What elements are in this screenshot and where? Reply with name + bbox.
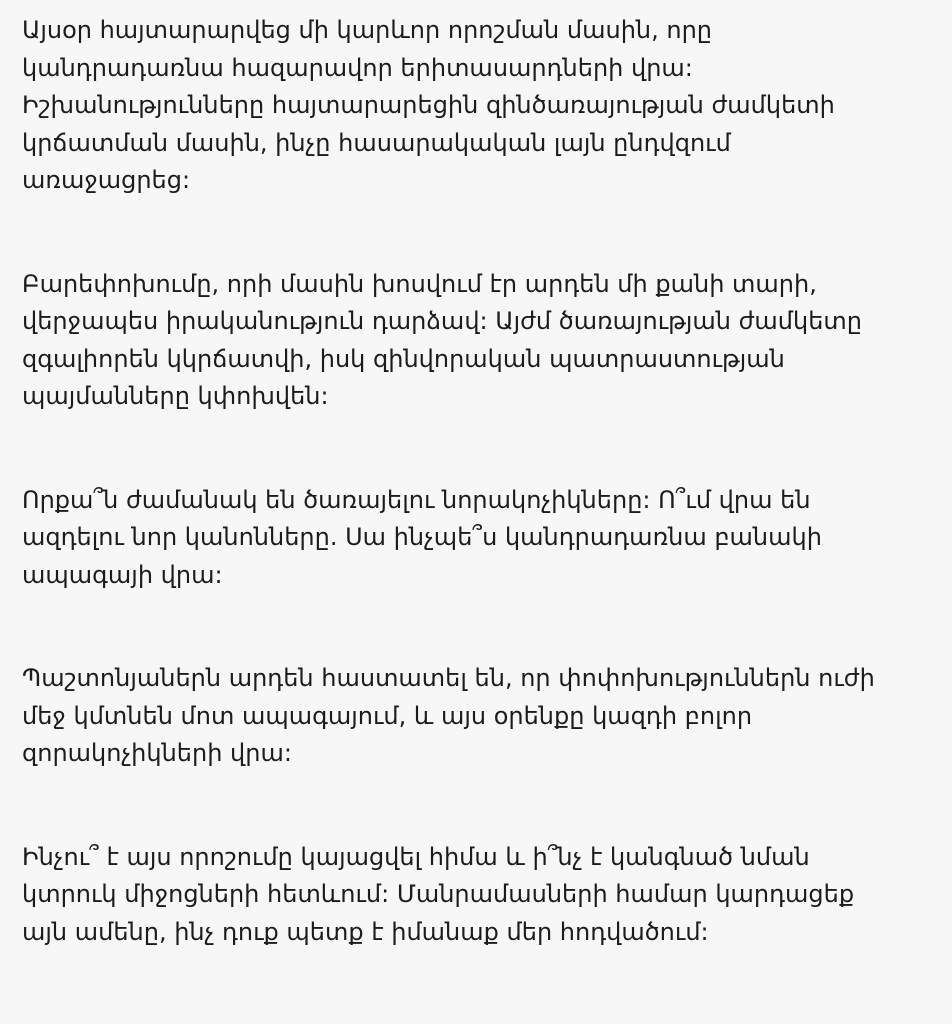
paragraph-line: զգալիորեն կկրճատվի, իսկ զինվորական պատրաստության: [22, 344, 785, 373]
paragraph-line: առաջացրեց:: [22, 166, 191, 194]
paragraph-1: [22, 12, 922, 200]
paragraph-3: [22, 482, 922, 595]
paragraph-line: զորակոչիկների վրա:: [22, 739, 292, 767]
paragraph-line: մեջ կմտնեն մոտ ապագայում, և այս օրենքը կազդի բոլոր: [22, 701, 753, 730]
paragraph-5: [22, 839, 922, 952]
article-body: [22, 12, 922, 951]
paragraph-line: Որքա՞ն ժամանակ են ծառայելու նորակոչիկները: Ո՞ւմ վրա են: [22, 485, 811, 514]
paragraph-line: կտրուկ միջոցների հետևում: Մանրամասների համար կարդացեք: [22, 880, 855, 908]
paragraph-2: [22, 266, 922, 416]
paragraph-4: [22, 660, 922, 773]
paragraph-line: Իշխանությունները հայտարարեցին զինծառայության ժամկետի: [22, 91, 835, 119]
paragraph-line: կրճատման մասին, ինչը հասարակական լայն ընդվզում: [22, 128, 731, 157]
paragraph-line: ազդելու նոր կանոնները. Սա ինչպե՞ս կանդրադառնա բանակի: [22, 523, 822, 551]
paragraph-line: այն ամենը, ինչ դուք պետք է իմանաք մեր հոդվածում:: [22, 917, 709, 946]
paragraph-line: Պաշտոնյաներն արդեն հաստատել են, որ փոփոխություններն ուժի: [22, 664, 875, 692]
paragraph-line: Այսօր հայտարարվեց մի կարևոր որոշման մասին, որը: [22, 16, 712, 44]
paragraph-line: Ինչու՞ է այս որոշումը կայացվել հիմա և ի՞նչ է կանգնած նման: [22, 842, 810, 871]
paragraph-line: պայմանները կփոխվեն:: [22, 382, 329, 410]
paragraph-line: կանդրադառնա հազարավոր երիտասարդների վրա:: [22, 53, 693, 82]
paragraph-line: վերջապես իրականություն դարձավ: Այժմ ծառայության ժամկետը: [22, 307, 863, 335]
paragraph-line: Բարեփոխումը, որի մասին խոսվում էր արդեն մի քանի տարի,: [22, 269, 817, 298]
paragraph-line: ապագայի վրա:: [22, 560, 223, 589]
